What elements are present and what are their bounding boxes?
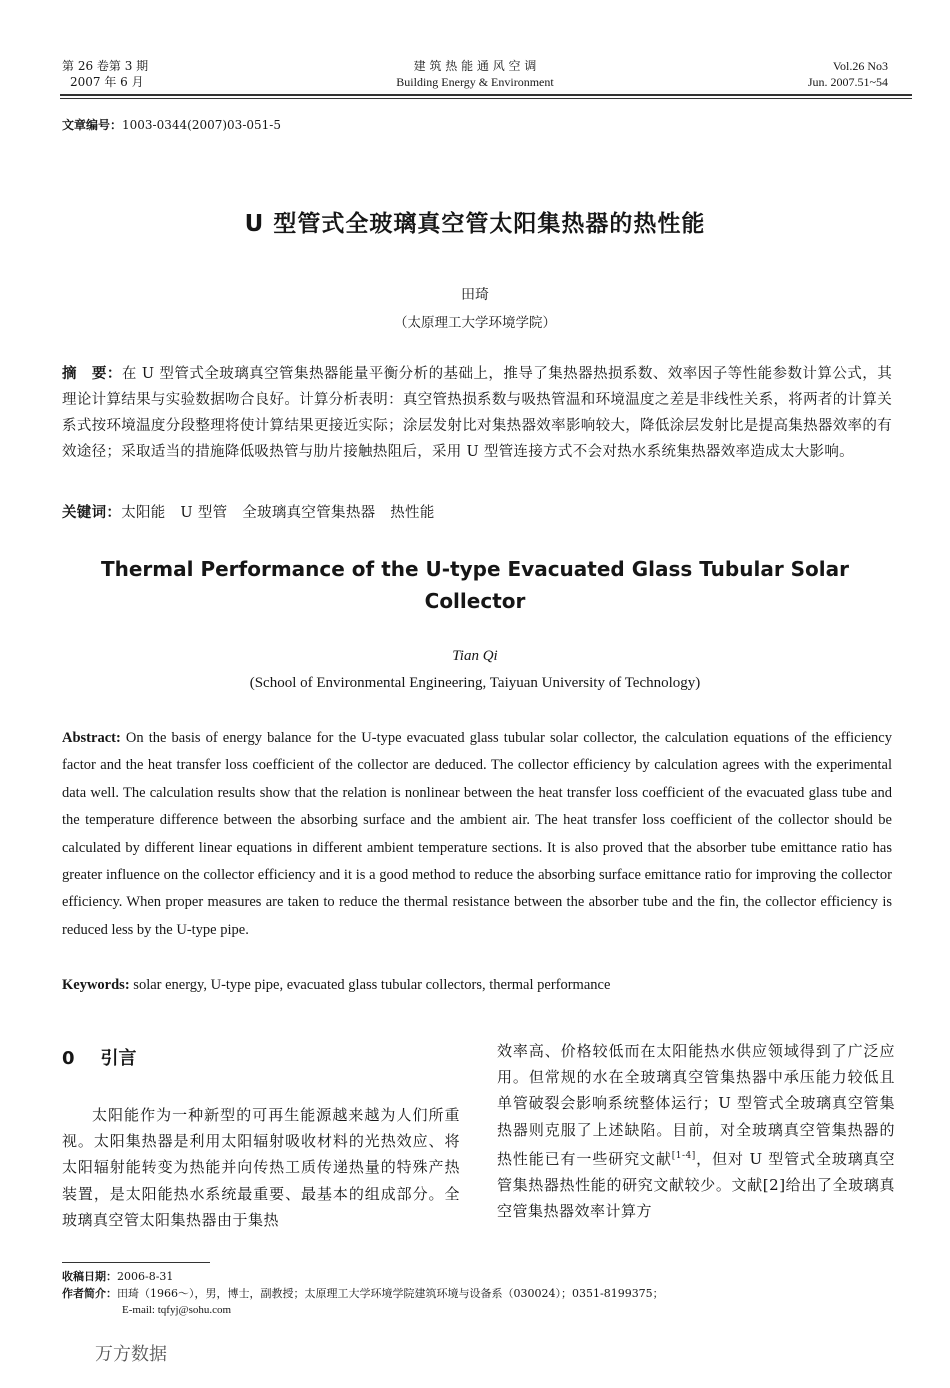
received-value: 2006-8-31 xyxy=(117,1270,174,1283)
title-cn: U 型管式全玻璃真空管太阳集热器的热性能 xyxy=(244,211,706,237)
footnote-received xyxy=(62,1268,173,1285)
footnote-author xyxy=(62,1285,664,1302)
keywords-cn xyxy=(62,500,892,526)
header-date: 2007 年 6 月 xyxy=(70,75,144,89)
abstract-cn-label: 摘 要： xyxy=(62,365,122,382)
article-number-value: 1003-0344(2007)03-051-5 xyxy=(122,118,281,132)
abstract-en-label: Abstract: xyxy=(62,730,121,746)
abstract-cn xyxy=(62,361,892,465)
body-left-column: 太阳能作为一种新型的可再生能源越来越为人们所重视。太阳集热器是利用太阳辐射吸收材料的光热效应、将太阳辐射能转变为热能并向传热工质传递热量的特殊产热装置，是太阳能热水系统最重要、最基本的组成部分。全玻璃真空管太阳集热器由于集热 xyxy=(62,1106,460,1229)
keywords-en xyxy=(62,972,892,999)
section-title: 引言 xyxy=(100,1048,137,1069)
body-right-text-2: ，但对 U 型管式全玻璃真空管集热器热性能的研究文献较少。文献[2]给出了全玻璃真空管集热器效率计算方 xyxy=(497,1149,895,1221)
watermark: 万方数据 xyxy=(95,1344,167,1365)
header-pages xyxy=(808,58,888,90)
keywords-cn-label: 关键词： xyxy=(62,504,122,521)
body-right-column xyxy=(497,1038,895,1224)
abstract-en xyxy=(62,725,892,944)
header-rule-thin xyxy=(60,98,912,99)
section-number: 0 xyxy=(62,1048,75,1069)
author-cn: 田琦 xyxy=(461,287,489,303)
header-rule xyxy=(60,94,912,96)
abstract-en-text: On the basis of energy balance for the U-type evacuated glass tubular solar collector, the calculation equations of the efficiency factor and the heat transfer loss coefficient of the collector are deduced. The collector efficiency by calculation agrees with the experimental data well. The calculation results show that the relation is nonlinear between the heat transfer loss coefficient of the evacuated glass tube and the temperature difference between the absorbing surface and the ambient air. The heat transfer loss coefficient of the collector should be calculated by different linear equations in different ambient temperature sections. It is also proved that the absorber tube emittance ratio has greater influence on the collector efficiency and it is a good method to reduce the absorbing surface emittance ratio for improving the collector efficiency. When proper measures are taken to reduce the thermal resistance between the absorber tube and the fin, the collector efficiency is reduced less by the U-type pipe. xyxy=(62,730,892,938)
header-volume: Vol.26 No3 xyxy=(832,59,888,73)
section-heading-introduction xyxy=(62,1044,137,1070)
title-en: Thermal Performance of the U-type Evacuated Glass Tubular Solar Collector xyxy=(100,557,850,613)
author-bio-label: 作者简介： xyxy=(62,1287,117,1300)
header-journal-en: Building Energy & Environment xyxy=(396,75,554,89)
affiliation-en: (School of Environmental Engineering, Taiyuan University of Technology) xyxy=(249,675,701,691)
body-right-text-1: 效率高、价格较低而在太阳能热水供应领域得到了广泛应用。但常规的水在全玻璃真空管集热器中承压能力较低且单管破裂会影响系统整体运行；U 型管式全玻璃真空管集热器则克服了上述缺陷。目前，对全玻璃真空管集热器的热性能已有一些研究文献 xyxy=(497,1042,895,1168)
abstract-cn-text: 在 U 型管式全玻璃真空管集热器能量平衡分析的基础上，推导了集热器热损系数、效率因子等性能参数计算公式，其理论计算结果与实验数据吻合良好。计算分析表明：真空管热损系数与吸热管温和环境温度之差是非线性关系，将两者的计算关系式按环境温度分段整理将使计算结果更接近实际；涂层发射比对集热器效率影响较大，降低涂层发射比是提高集热器效率的有效途径；采取适当的措施降低吸热管与肋片接触热阻后，采用 U 型管连接方式不会对热水系统集热器效率造成太大影响。 xyxy=(62,366,892,460)
header-volume-issue: 第 26 卷第 3 期 xyxy=(62,59,149,73)
article-number-label: 文章编号： xyxy=(62,118,123,132)
author-en: Tian Qi xyxy=(452,648,498,664)
keywords-en-label: Keywords: xyxy=(62,977,130,993)
article-number xyxy=(62,116,281,133)
header-journal-cn: 建 筑 热 能 通 风 空 调 xyxy=(413,59,537,73)
keywords-cn-text: 太阳能 U 型管 全玻璃真空管集热器 热性能 xyxy=(121,505,435,521)
footnote-email: E-mail: tqfyj@sohu.com xyxy=(122,1304,232,1316)
footnote-rule xyxy=(62,1262,210,1263)
author-bio-value: 田琦（1966～），男，博士，副教授；太原理工大学环境学院建筑环境与设备系（030024）；0351-8199375； xyxy=(117,1287,664,1300)
keywords-en-text: solar energy, U-type pipe, evacuated glass tubular collectors, thermal performance xyxy=(129,977,611,993)
received-label: 收稿日期： xyxy=(62,1270,117,1283)
citation-ref: [1-4] xyxy=(671,1150,696,1161)
header-page-range: Jun. 2007.51~54 xyxy=(807,75,888,89)
affiliation-cn: （太原理工大学环境学院） xyxy=(394,315,556,331)
